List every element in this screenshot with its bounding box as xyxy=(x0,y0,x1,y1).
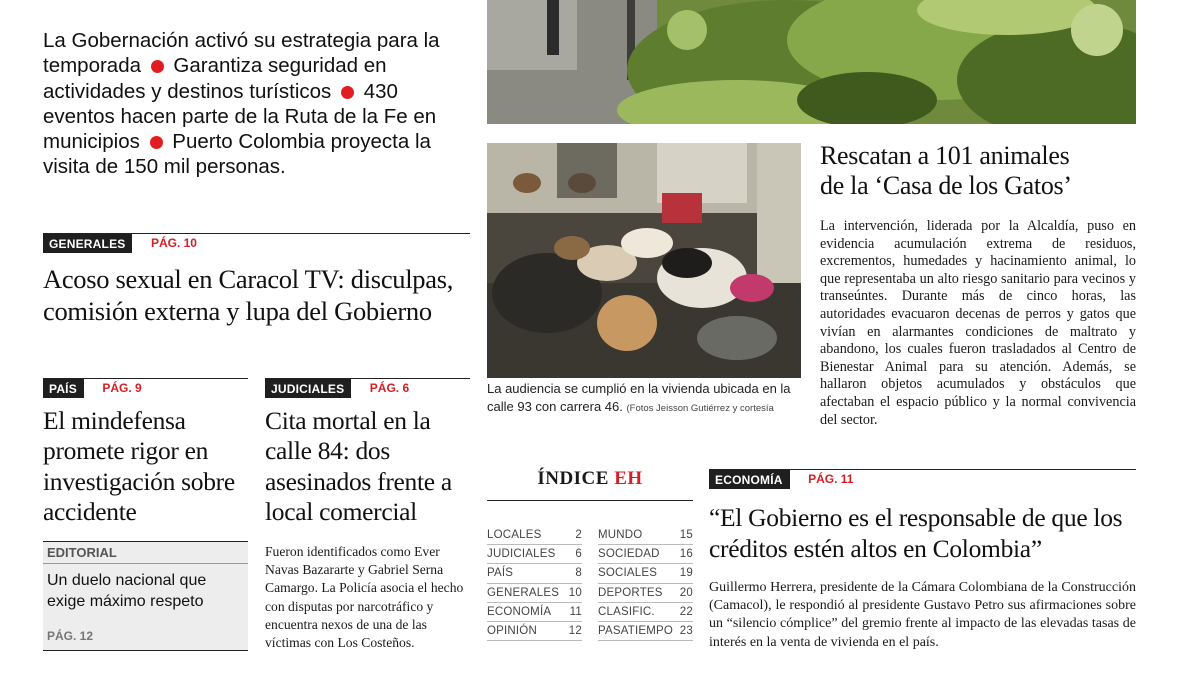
intro-segment: Garantiza seguridad en actividades y destinos turísticos xyxy=(43,54,387,103)
pais-headline[interactable]: El mindefensa promete rigor en investigación sobre accidente xyxy=(43,406,235,526)
index-page-number: 22 xyxy=(679,605,693,618)
section-page-ref[interactable]: PÁG. 11 xyxy=(808,472,854,486)
index-row[interactable] xyxy=(487,622,582,641)
index-page-number: 10 xyxy=(568,586,582,599)
index-title-brand: EH xyxy=(614,468,643,489)
index-section-name: OPINIÓN xyxy=(487,625,537,638)
index-page-number: 15 xyxy=(679,529,693,541)
index-box xyxy=(487,468,693,638)
index-section-name: SOCIEDAD xyxy=(598,548,660,561)
judiciales-body: Fueron identificados como Ever Navas Bazararte y Gabriel Serna Camargo. La Policía asocia el hecho con disputas por narcotráfico y encuentra nexos de una de las víctimas con Los Costeños. xyxy=(265,544,464,651)
economia-body: Guillermo Herrera, presidente de la Cámara Colombiana de la Construcción (Camacol), le respondió al presidente Gustavo Petro sus afirmaciones sobre un “silencio cómplice” del gremio frente al impacto de las elevadas tasas de interés en la venta de vivienda en el país. xyxy=(709,580,1136,650)
index-row[interactable] xyxy=(487,603,582,622)
index-page-number: 23 xyxy=(679,625,693,638)
bullet-dot-icon xyxy=(151,60,164,73)
index-row[interactable] xyxy=(487,526,582,545)
index-row[interactable] xyxy=(487,584,582,603)
index-page-number: 12 xyxy=(568,625,582,638)
bullet-dot-icon xyxy=(150,136,163,149)
top-photo xyxy=(487,0,1136,124)
foliage-photo-illustration xyxy=(487,0,1136,124)
editorial-label: EDITORIAL xyxy=(43,542,248,564)
index-section-name: ECONOMÍA xyxy=(487,605,552,618)
index-page-number: 2 xyxy=(575,529,582,541)
index-page-number: 19 xyxy=(679,567,693,580)
section-header-pais xyxy=(43,378,248,398)
editorial-box[interactable] xyxy=(43,541,248,651)
section-tag[interactable]: PAÍS xyxy=(43,379,84,398)
section-tag[interactable]: ECONOMÍA xyxy=(709,470,790,489)
rescue-headline-line: Rescatan a 101 animales xyxy=(820,141,1070,170)
section-header-economia xyxy=(709,469,1136,489)
economia-headline[interactable]: “El Gobierno es el responsable de que los créditos estén altos en Colombia” xyxy=(709,503,1123,563)
index-page-number: 16 xyxy=(679,548,693,561)
rescue-photo-caption xyxy=(487,380,803,418)
index-row[interactable] xyxy=(598,622,693,641)
intro-summary xyxy=(43,28,473,180)
dogs-photo-illustration xyxy=(487,143,801,378)
bullet-dot-icon xyxy=(341,86,354,99)
judiciales-headline[interactable]: Cita mortal en la calle 84: dos asesinados frente a local comercial xyxy=(265,406,452,526)
section-page-ref[interactable]: PÁG. 6 xyxy=(369,381,410,395)
rescue-body: La intervención, liderada por la Alcaldía, puso en evidencia acumulación extrema de residuos, excrementos, humedades y hacinamiento animal, lo que representaba un alto riesgo sanitario para vecinos y transeúntes. Durante más de cinco horas, las autoridades evacuaron decenas de perros y gatos que vivían en alarmantes condiciones de maltrato y abandono, los cuales fueron trasladados al Centro de Bienestar Animal para su atención. Además, se hallaron objetos acumulados y obstáculos que afectaban el espacio público y la normal convivencia del sector. xyxy=(820,218,1136,428)
index-page-number: 6 xyxy=(575,548,582,561)
editorial-title[interactable]: Un duelo nacional que exige máximo respeto xyxy=(47,572,207,610)
caption-text: La audiencia se cumplió en la vivienda ubicada en la calle 93 con carrera 46. xyxy=(487,381,791,414)
index-section-name: SOCIALES xyxy=(598,567,658,580)
rescue-headline[interactable] xyxy=(820,141,1136,201)
index-section-name: DEPORTES xyxy=(598,586,663,599)
index-row[interactable] xyxy=(487,564,582,583)
index-page-number: 20 xyxy=(679,586,693,599)
editorial-page-ref[interactable]: PÁG. 12 xyxy=(47,629,94,643)
index-page-number: 11 xyxy=(569,605,582,618)
rescue-headline-line: de la ‘Casa de los Gatos’ xyxy=(820,171,1072,200)
section-page-ref[interactable]: PÁG. 10 xyxy=(150,236,197,250)
index-title xyxy=(487,468,693,501)
index-row[interactable] xyxy=(598,603,693,622)
section-tag[interactable]: JUDICIALES xyxy=(265,379,351,398)
rescue-photo xyxy=(487,143,801,378)
section-tag[interactable]: GENERALES xyxy=(43,234,132,253)
section-page-ref[interactable]: PÁG. 9 xyxy=(102,381,142,395)
index-row[interactable] xyxy=(598,545,693,564)
index-section-name: MUNDO xyxy=(598,529,643,541)
intro-segment: La Gobernación activó su estrategia para la temporada xyxy=(43,29,440,78)
index-section-name: CLASIFIC. xyxy=(598,605,655,618)
index-section-name: LOCALES xyxy=(487,529,542,541)
index-section-name: GENERALES xyxy=(487,586,560,599)
index-row[interactable] xyxy=(598,564,693,583)
index-section-name: PAÍS xyxy=(487,567,514,580)
index-title-main: ÍNDICE xyxy=(537,468,609,489)
index-column-left xyxy=(487,526,582,641)
photo-credit: (Fotos Jeisson Gutiérrez y cortesía xyxy=(626,403,774,414)
index-row[interactable] xyxy=(487,545,582,564)
generales-headline[interactable]: Acoso sexual en Caracol TV: disculpas, comisión externa y lupa del Gobierno xyxy=(43,264,454,326)
index-row[interactable] xyxy=(598,526,693,545)
section-header-generales xyxy=(43,233,470,253)
intro-segment: 430 eventos hacen parte de la Ruta de la Fe en municipios xyxy=(43,79,437,154)
index-section-name: JUDICIALES xyxy=(487,548,556,561)
intro-segment: Puerto Colombia proyecta la visita de 150 mil personas. xyxy=(43,130,431,179)
index-row[interactable] xyxy=(598,584,693,603)
section-header-judiciales xyxy=(265,378,470,398)
index-section-name: PASATIEMPO xyxy=(598,625,674,638)
index-column-right xyxy=(598,526,693,641)
index-page-number: 8 xyxy=(575,567,582,580)
